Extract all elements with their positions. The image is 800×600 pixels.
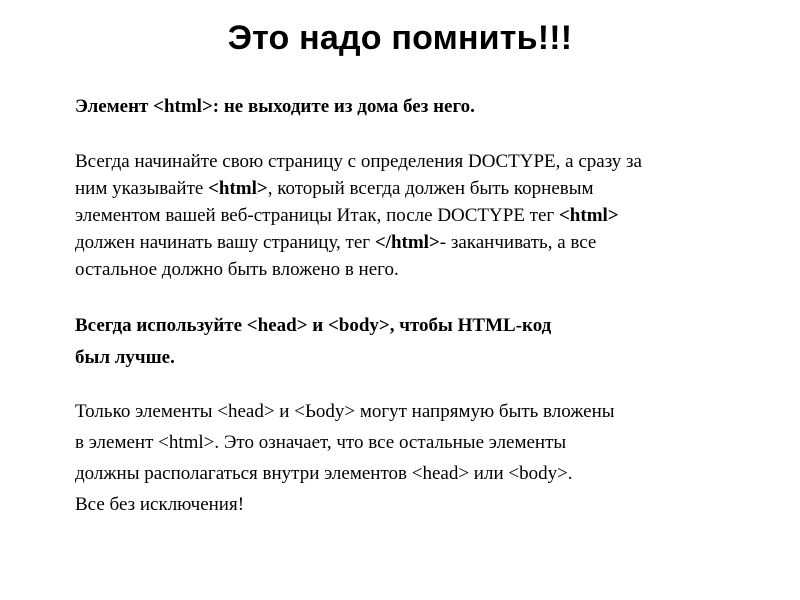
slide-title: Это надо помнить!!! [227,19,573,57]
paragraph-line: Все без исключения! [75,494,245,515]
section-head-body-heading [75,310,755,374]
section-html-element-heading: Элемент <html>: не выходите из дома без него. [75,96,475,117]
html-tag-text: <html> [208,178,268,199]
paragraph-text: должен начинать вашу страницу, тег [75,232,375,253]
paragraph-line: в элемент <html>. Это означает, что все остальные элементы [75,432,567,453]
paragraph-line: Только элементы <head> и <Ьody> могут напрямую быть вложены [75,401,615,422]
html-close-tag-text: </html> [374,232,440,253]
heading-line: был лучше. [75,347,175,368]
section-html-element-paragraph [75,148,755,283]
heading-line: Всегда используйте <head> и <body>, чтобы HTML-код [75,315,552,336]
section-head-body-paragraph [75,396,755,520]
paragraph-text: , который всегда должен быть корневым [267,178,594,199]
paragraph-text: - заканчивать, а все [439,232,597,253]
paragraph-line [75,229,755,256]
html-tag-text: <html> [558,205,619,226]
paragraph-text: ним указывайте [75,178,209,199]
paragraph-text: элементом вашей веб-страницы Итак, после DOCTYPE тег [75,205,559,226]
paragraph-line [75,202,755,229]
paragraph-line [75,175,755,202]
slide-body [75,94,755,520]
paragraph-line: должны располагаться внутри элементов <head> или <body>. [75,463,573,484]
paragraph-line: остальное должно быть вложено в него. [75,259,399,280]
paragraph-line: Всегда начинайте свою страницу с определения DOCTYPE, а сразу за [75,151,642,172]
